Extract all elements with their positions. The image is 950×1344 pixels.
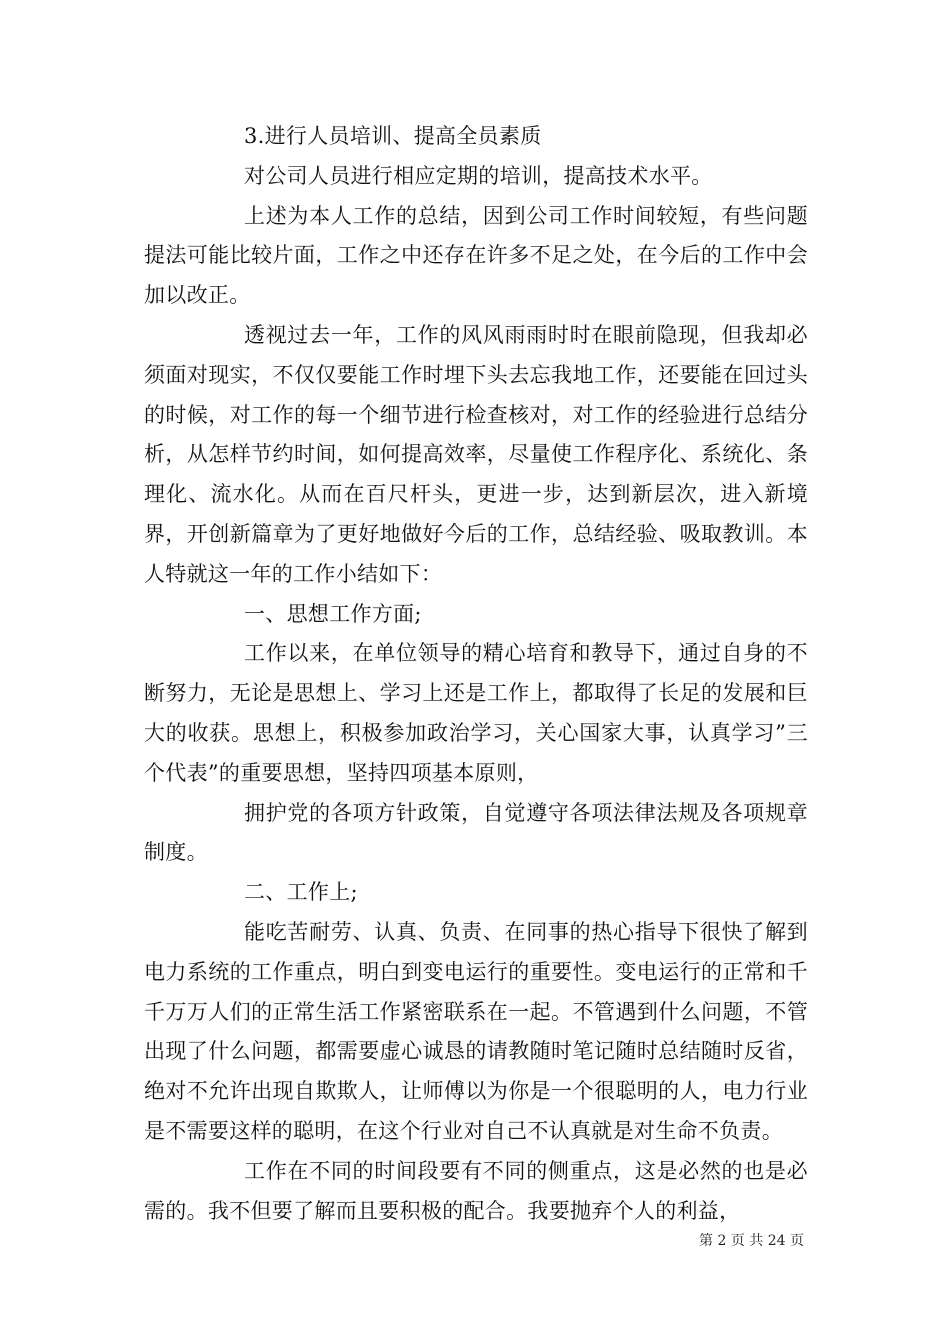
paragraph: 透视过去一年，工作的风风雨雨时时在眼前隐现，但我却必须面对现实，不仅仅要能工作时埋下头去忘我地工作，还要能在回过头的时候，对工作的每一个细节进行检查核对，对工作的经验进行总结分析，从怎样节约时间，如何提高效率，尽量使工作程序化、系统化、条理化、流水化。从而在百尺杆头，更进一步，达到新层次，进入新境界，开创新篇章为了更好地做好今后的工作，总结经验、吸取教训。本人特就这一年的工作小结如下： — [144, 322, 808, 586]
paragraph: 对公司人员进行相应定期的培训，提高技术水平。 — [244, 163, 713, 188]
paragraph: 3.进行人员培训、提高全员素质 — [244, 124, 542, 148]
paragraph: 上述为本人工作的总结，因到公司工作时间较短，有些问题提法可能比较片面，工作之中还存在许多不足之处，在今后的工作中会加以改正。 — [144, 203, 808, 308]
section-heading: 一、思想工作方面; — [244, 601, 422, 626]
document-body — [144, 117, 808, 1231]
section-heading: 二、工作上; — [244, 880, 358, 905]
paragraph: 能吃苦耐劳、认真、负责、在同事的热心指导下很快了解到电力系统的工作重点，明白到变电运行的重要性。变电运行的正常和千千万万人们的正常生活工作紧密联系在一起。不管遇到什么问题，不管出现了什么问题，都需要虚心诚恳的请教随时笔记随时总结随时反省，绝对不允许出现自欺欺人，让师傅以为你是一个很聪明的人，电力行业是不需要这样的聪明，在这个行业对自己不认真就是对生命不负责。 — [144, 919, 808, 1143]
paragraph: 工作在不同的时间段要有不同的侧重点，这是必然的也是必需的。我不但要了解而且要积极的配合。我要抛弃个人的利益， — [144, 1158, 808, 1223]
paragraph: 拥护党的各项方针政策，自觉遵守各项法律法规及各项规章制度。 — [144, 800, 808, 865]
page-number: 第 2 页 共 24 页 — [699, 1233, 804, 1249]
paragraph: 工作以来，在单位领导的精心培育和教导下，通过自身的不断努力，无论是思想上、学习上还是工作上，都取得了长足的发展和巨大的收获。思想上，积极参加政治学习，关心国家大事，认真学习”三个代表”的重要思想，坚持四项基本原则， — [144, 641, 808, 785]
